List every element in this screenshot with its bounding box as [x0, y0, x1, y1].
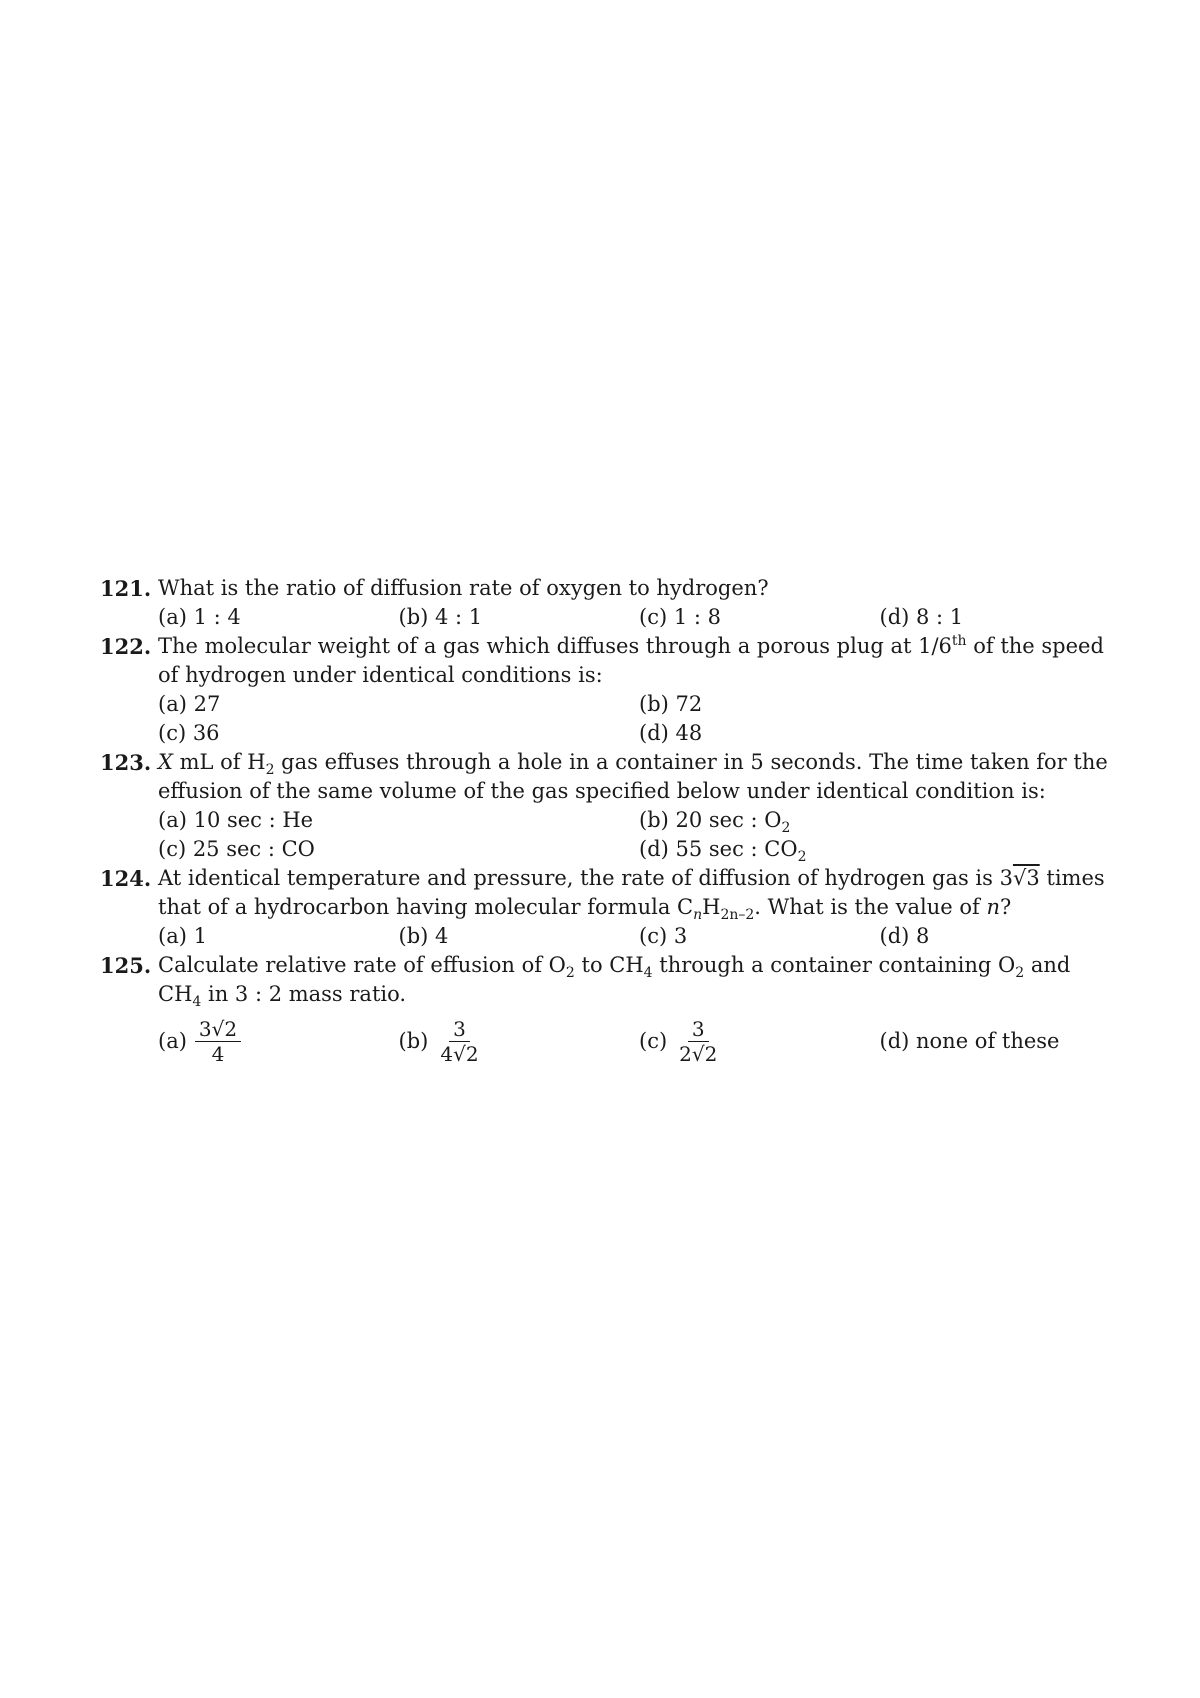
- text-part: times that of a hydrocarbon having molecular formula C: [158, 866, 1105, 919]
- question-125: [100, 951, 1120, 1066]
- option-b: (b) 72: [639, 692, 703, 716]
- option-d: (d) 8: [879, 924, 930, 948]
- question-123: [100, 748, 1120, 864]
- option-a: (a) 1 : 4: [158, 605, 241, 629]
- option-a: [158, 1017, 399, 1066]
- text-part: mL of H: [172, 750, 266, 774]
- option-d: (d) 8 : 1: [879, 605, 964, 629]
- question-text: [158, 951, 1120, 1009]
- superscript: th: [951, 633, 967, 649]
- numerator: 3√2: [195, 1017, 241, 1042]
- text-part: . What is the value of: [754, 895, 987, 919]
- option-label: (a): [158, 1029, 187, 1053]
- square-root: √3: [1012, 866, 1040, 890]
- option-b: (b) 4 : 1: [398, 605, 483, 629]
- option-label: (b): [398, 1029, 429, 1053]
- option-label: (b) 20 sec : O: [639, 808, 782, 832]
- option-label: (c): [639, 1029, 668, 1053]
- subscript: n: [693, 907, 703, 924]
- question-number: 124.: [100, 866, 152, 891]
- question-121: [100, 574, 1120, 632]
- denominator: 2√2: [679, 1042, 718, 1066]
- variable: X: [158, 750, 173, 774]
- subscript: 2: [781, 820, 791, 837]
- option-b: (b) 4: [398, 924, 449, 948]
- fraction: [436, 1017, 482, 1066]
- text-part: and CH: [158, 953, 1071, 1006]
- text-part: Calculate relative rate of effusion of O: [158, 953, 566, 977]
- subscript: 2: [1015, 965, 1025, 982]
- options: [158, 690, 1120, 748]
- question-text: [158, 632, 1120, 690]
- question-text: [158, 864, 1120, 922]
- option-c: (c) 3: [639, 924, 688, 948]
- denominator: 4: [211, 1042, 225, 1066]
- text-part: H: [702, 895, 721, 919]
- option-d: (d) 48: [639, 721, 703, 745]
- option-label: (c) 25 sec : CO: [158, 837, 315, 861]
- option-a: [158, 806, 639, 835]
- subscript: 2: [797, 849, 807, 866]
- options: [158, 922, 1120, 951]
- subscript: 2n–2: [720, 907, 755, 924]
- option-c: (c) 36: [158, 721, 220, 745]
- option-a: (a) 27: [158, 692, 221, 716]
- option-a: (a) 1: [158, 924, 207, 948]
- text-part: ?: [999, 895, 1012, 919]
- variable: n: [986, 895, 1000, 919]
- subscript: 4: [643, 965, 653, 982]
- question-number: 123.: [100, 750, 152, 775]
- text-part: At identical temperature and pressure, the rate of diffusion of hydrogen gas is 3: [158, 866, 1013, 890]
- subscript: 2: [565, 965, 575, 982]
- text-part: gas effuses through a hole in a container in 5 seconds. The time taken for the effusion of the same volume of the gas specified below under identical condition is:: [158, 750, 1108, 803]
- numerator: 3: [688, 1017, 709, 1042]
- option-label: (d) none of these: [879, 1029, 1060, 1053]
- text-part: to CH: [574, 953, 644, 977]
- question-text: [158, 748, 1120, 806]
- option-b: [399, 1017, 640, 1066]
- numerator: 3: [449, 1017, 470, 1042]
- option-c: [639, 1017, 880, 1066]
- option-b: [639, 806, 1120, 835]
- question-number: 125.: [100, 953, 152, 978]
- question-124: [100, 864, 1120, 951]
- text-part: in 3 : 2 mass ratio.: [201, 982, 407, 1006]
- text-part: of the speed of hydrogen under identical conditions is:: [158, 634, 1104, 687]
- option-d: [880, 1027, 1121, 1056]
- options: [158, 806, 1120, 864]
- text-part: The molecular weight of a gas which diffuses through a porous plug at 1/6: [158, 634, 952, 658]
- question-number: 122.: [100, 634, 152, 659]
- fraction: [675, 1017, 721, 1066]
- option-c: [158, 835, 639, 864]
- option-c: (c) 1 : 8: [639, 605, 721, 629]
- question-text: What is the ratio of diffusion rate of oxygen to hydrogen?: [158, 576, 769, 600]
- question-number: 121.: [100, 576, 152, 601]
- text-part: through a container containing O: [652, 953, 1016, 977]
- subscript: 4: [192, 994, 202, 1011]
- option-label: (d) 55 sec : CO: [639, 837, 798, 861]
- option-d: [639, 835, 1120, 864]
- options: [158, 603, 1120, 632]
- denominator: 4√2: [440, 1042, 479, 1066]
- question-122: [100, 632, 1120, 748]
- question-list: [100, 574, 1120, 1066]
- option-label: (a) 10 sec : He: [158, 808, 314, 832]
- subscript: 2: [265, 762, 275, 779]
- options: [158, 1017, 1120, 1066]
- fraction: [195, 1017, 241, 1066]
